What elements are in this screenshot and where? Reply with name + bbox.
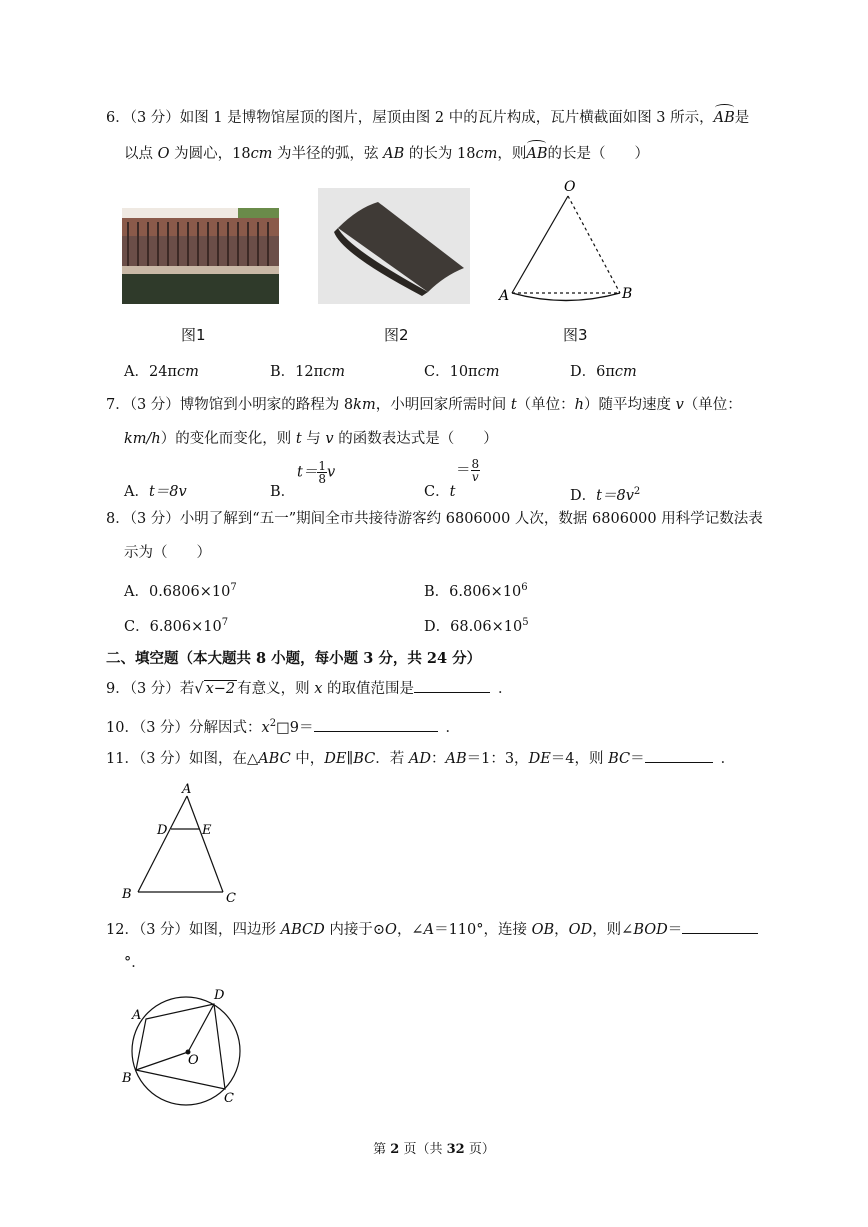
label-E: E <box>202 823 212 838</box>
page-number: 2 <box>390 1142 400 1157</box>
section-fill-in-heading: 二、填空题（本大题共 8 小题，每小题 3 分，共 24 分） <box>106 650 482 667</box>
var-t: t＝ <box>297 464 318 481</box>
fraction-1-8 <box>317 460 327 485</box>
var-v: v <box>325 431 334 447</box>
text: （单位： <box>516 397 575 413</box>
q7-option-c-expr <box>456 458 480 483</box>
var-OB: OB <box>531 922 555 938</box>
text: ，小明回家所需时间 <box>375 397 511 413</box>
text: 7．（3 分）博物馆到小明家的路程为 8 <box>106 397 354 413</box>
q8-line1: 8．（3 分）小明了解到“五一”期间全市共接待游客约 6806000 人次，数据 6806000 用科学记数法表 <box>106 511 763 527</box>
label-D: D <box>214 988 225 1003</box>
q6-text: 6．（3 分）如图 1 是博物馆屋顶的图片，屋顶由图 2 中的瓦片构成，瓦片横截面如图 3 所示， <box>106 110 714 126</box>
q8-option-b <box>424 578 528 602</box>
q6-text-end: 是 <box>734 110 750 126</box>
var-DE: DE <box>528 751 551 767</box>
var-t: t <box>510 397 517 413</box>
frac-den: 8 <box>318 472 326 486</box>
q8-option-d <box>424 613 529 637</box>
var-OD: OD <box>568 922 593 938</box>
caption-fig2: 图2 <box>384 326 409 344</box>
q7-option-b-label <box>270 482 295 502</box>
exponent: 6 <box>521 582 528 593</box>
unit-cm: cm <box>475 146 498 162</box>
label-B: B <box>622 286 633 302</box>
text: 为圆心，18 <box>169 146 251 162</box>
opt-unit: cm <box>323 364 346 380</box>
text: 的函数表达式是（ ） <box>333 431 498 447</box>
var-t: t <box>449 484 456 500</box>
label-A: A <box>499 288 510 304</box>
answer-blank[interactable] <box>682 919 758 934</box>
text: ＝4，则 <box>550 751 609 767</box>
exponent: 2 <box>633 486 641 497</box>
q8-line2: 示为（ ） <box>124 545 211 561</box>
text: 与 <box>301 431 326 447</box>
unit-h: h <box>574 397 584 413</box>
text: 12．（3 分）如图，四边形 <box>106 922 281 938</box>
text: 第 <box>373 1142 391 1157</box>
opt-base: A．0.6806×10 <box>124 583 231 600</box>
label-A: A <box>132 1008 142 1023</box>
text: 页） <box>464 1142 495 1157</box>
var-BOD: BOD <box>633 922 668 938</box>
var-x: x <box>261 719 270 736</box>
var-t: t <box>295 431 302 447</box>
q6-option-a <box>124 362 199 382</box>
opt-label: B． <box>270 484 296 500</box>
var-AD: AD <box>408 751 431 767</box>
label-D: D <box>157 823 168 838</box>
text: ． <box>498 681 513 697</box>
opt-unit: cm <box>176 364 199 380</box>
text: 以点 <box>124 146 158 162</box>
total-pages: 32 <box>446 1142 465 1157</box>
answer-blank[interactable] <box>645 748 713 763</box>
text: □9＝ <box>276 719 314 736</box>
answer-blank[interactable] <box>314 717 438 732</box>
q7-option-d <box>570 482 640 506</box>
text: ． <box>720 751 736 767</box>
tile-photo <box>318 188 470 304</box>
text: 9．（3 分）若 <box>106 681 195 697</box>
q7-line2 <box>124 429 498 449</box>
text: 11．（3 分）如图，在△ <box>106 751 259 767</box>
q6-arc-ab-2: AB <box>526 146 548 162</box>
opt-unit: cm <box>477 364 500 380</box>
fraction-8-v <box>471 458 481 483</box>
q7-option-a <box>124 482 187 502</box>
frac-den: v <box>471 470 479 484</box>
text: ： <box>430 751 446 767</box>
unit-km: km <box>353 397 376 413</box>
frac-num: 1 <box>318 459 326 473</box>
var-BC: BC <box>608 751 631 767</box>
opt-base: D．68.06×10 <box>424 618 523 635</box>
text: ＝ <box>630 751 645 767</box>
q6-option-d <box>570 362 637 382</box>
text: 的长为 18 <box>404 146 476 162</box>
var-x: x <box>314 681 323 697</box>
opt-label: B．12π <box>270 364 324 380</box>
var-BC: BC <box>353 751 376 767</box>
q6-line2 <box>124 144 649 164</box>
roof-photo <box>122 208 279 304</box>
label-C: C <box>224 1091 234 1106</box>
text: 内接于⊙ <box>324 922 386 938</box>
sqrt-symbol: √ <box>194 681 204 697</box>
q8-option-a <box>124 578 237 602</box>
label-O: O <box>188 1053 199 1068</box>
text: ＝110°，连接 <box>434 922 532 938</box>
var-v: v <box>326 464 336 481</box>
q9-line <box>106 678 513 699</box>
text: ）随平均速度 <box>583 397 676 413</box>
q12-line1 <box>106 919 758 940</box>
text: ＝ <box>667 922 683 938</box>
label-B: B <box>122 887 132 902</box>
text: 10．（3 分）分解因式： <box>106 719 262 736</box>
var-AB: AB <box>383 146 405 162</box>
var-O: O <box>157 146 170 162</box>
text: ，∠ <box>396 922 424 938</box>
frac-num: 8 <box>471 457 480 471</box>
opt-label: C．10π <box>424 364 478 380</box>
opt-label: A．24π <box>124 364 177 380</box>
text: （单位： <box>683 397 742 413</box>
q6-option-b <box>270 362 345 382</box>
text: 页（共 <box>399 1142 447 1157</box>
opt-base: B．6.806×10 <box>424 583 522 600</box>
q10-line <box>106 714 460 738</box>
opt-expr: t＝8v <box>596 487 634 504</box>
text: ）的变化而变化，则 <box>160 431 296 447</box>
q6-option-c <box>424 362 499 382</box>
text: ∥ <box>346 751 354 767</box>
var-AB: AB <box>445 751 467 767</box>
exponent: 2 <box>269 718 277 729</box>
caption-fig3: 图3 <box>563 326 588 344</box>
unit-kmh: km/h <box>124 431 161 447</box>
opt-unit: cm <box>614 364 637 380</box>
triangle-diagram <box>116 778 246 906</box>
label-A: A <box>182 782 192 797</box>
text: 为半径的弧，弦 <box>272 146 384 162</box>
caption-fig1: 图1 <box>181 326 206 344</box>
var-O: O <box>385 922 397 938</box>
q7-option-b-expr <box>297 460 335 485</box>
var-v: v <box>675 397 684 413</box>
var-A: A <box>423 922 435 938</box>
label-B: B <box>122 1071 132 1086</box>
opt-label: D． <box>570 487 597 504</box>
answer-blank[interactable] <box>414 678 490 693</box>
opt-label: C． <box>424 484 450 500</box>
equals: ＝ <box>456 462 471 479</box>
label-O: O <box>564 179 576 195</box>
label-C: C <box>226 891 236 906</box>
q12-line2: °． <box>124 955 146 971</box>
text: 有意义，则 <box>237 681 315 697</box>
opt-label: D．6π <box>570 364 615 380</box>
text: 的取值范围是 <box>322 681 415 697</box>
text: 中， <box>290 751 325 767</box>
q7-line1 <box>106 395 742 415</box>
var-ABC: ABC <box>258 751 291 767</box>
text: ． <box>445 719 461 736</box>
opt-label: A． <box>124 484 149 500</box>
text: ， <box>554 922 569 938</box>
sector-diagram <box>496 176 646 304</box>
text: 的长是（ ） <box>547 146 649 162</box>
var-ABCD: ABCD <box>280 922 325 938</box>
q7-option-c-label <box>424 482 455 502</box>
q11-line <box>106 748 735 769</box>
var-DE: DE <box>324 751 347 767</box>
q6-line1 <box>106 108 749 128</box>
q8-option-c <box>124 613 228 637</box>
page-footer <box>0 1138 868 1157</box>
q6-arc-ab: AB <box>713 110 735 126</box>
text: ，则 <box>497 146 527 162</box>
exponent: 7 <box>230 582 237 593</box>
opt-base: C．6.806×10 <box>124 618 222 635</box>
text: ＝1：3， <box>466 751 529 767</box>
unit-cm: cm <box>250 146 273 162</box>
sqrt-radicand: x−2 <box>205 681 236 697</box>
text: ．若 <box>375 751 409 767</box>
circle-diagram <box>118 984 248 1108</box>
text: ，则∠ <box>592 922 634 938</box>
exponent: 5 <box>522 617 529 628</box>
exponent: 7 <box>221 617 229 628</box>
opt-expr: t＝8v <box>148 484 187 500</box>
